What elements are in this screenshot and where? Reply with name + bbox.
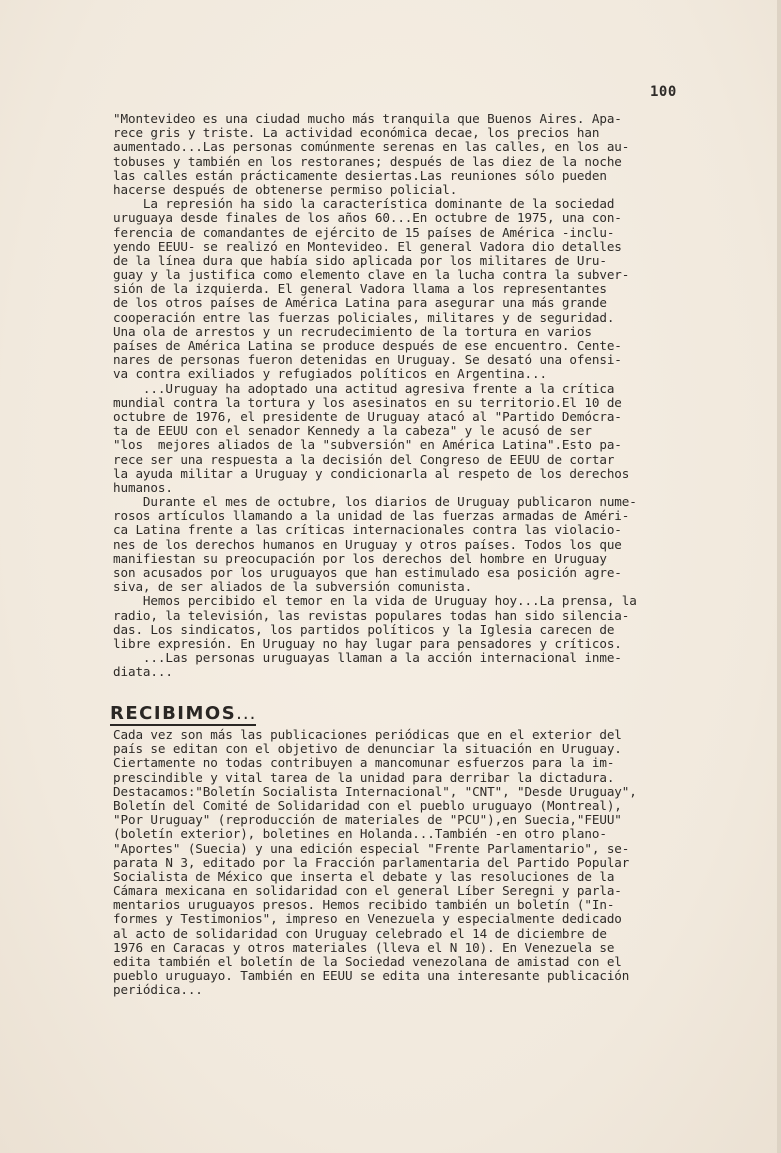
text-line: Cada vez son más las publicaciones periódicas que en el exterior del (113, 727, 622, 742)
text-line: ...Las personas uruguayas llaman a la acción internacional inme- (113, 650, 622, 666)
text-line: pueblo uruguayo. También en EEUU se edita una interesante publicación (113, 968, 630, 984)
text-line: siva, de ser aliados de la subversión comunista. (113, 579, 473, 595)
body-text (113, 112, 719, 680)
text-line: edita también el boletín de la Sociedad venezolana de amistad con el (113, 954, 622, 969)
text-line: parata N 3, editado por la Fracción parlamentaria del Partido Popular (113, 854, 630, 870)
text-line: países de América Latina se produce después de ese encuentro. Cente- (113, 338, 622, 353)
text-line: país se editan con el objetivo de denunciar la situación en Uruguay. (113, 741, 622, 757)
text-line: mentarios uruguayos presos. Hemos recibido también un boletín ("In- (113, 897, 615, 913)
text-line: radio, la televisión, las revistas populares todas han sido silencia- (113, 607, 630, 623)
text-line: al acto de solidaridad con Uruguay celebrado el 14 de diciembre de (113, 925, 607, 941)
text-line: ca Latina frente a las críticas internacionales contra las violacio- (113, 522, 622, 538)
text-line: Boletín del Comité de Solidaridad con el pueblo uruguayo (Montreal), (113, 797, 622, 813)
text-line: sión de la izquierda. El general Vadora llama a los representantes (113, 281, 607, 297)
text-line: rece ser una respuesta a la decisión del Congreso de EEUU de cortar (113, 451, 615, 467)
text-line: Hemos percibido el temor en la vida de Uruguay hoy...La prensa, la (113, 593, 637, 609)
text-line: uruguaya desde finales de los años 60...En octubre de 1975, una con- (113, 210, 622, 226)
text-line: Socialista de México que inserta el debate y las resoluciones de la (113, 868, 615, 884)
text-line: Ciertamente no todas contribuyen a mancomunar esfuerzos para la im- (113, 755, 615, 771)
text-line: 1976 en Caracas y otros materiales (lleva el N 10). En Venezuela se (113, 939, 615, 955)
text-line: das. Los sindicatos, los partidos políticos y la Iglesia carecen de (113, 621, 615, 637)
text-line: octubre de 1976, el presidente de Uruguay atacó al "Partido Demócra- (113, 408, 622, 424)
text-line: ferencia de comandantes de ejército de 15 países de América -inclu- (113, 224, 615, 240)
text-line: mundial contra la tortura y los asesinatos en su territorio.El 10 de (113, 394, 622, 410)
text-line: periódica... (113, 982, 203, 998)
text-line: aumentado...Las personas comúnmente serenas en las calles, en los au- (113, 139, 630, 155)
text-line: prescindible y vital tarea de la unidad para derribar la dictadura. (113, 769, 615, 785)
text-line: Una ola de arrestos y un recrudecimiento de la tortura en varios (113, 323, 592, 339)
text-line: nes de los derechos humanos en Uruguay y otros países. Todos los que (113, 536, 622, 552)
text-line: rece gris y triste. La actividad económica decae, los precios han (113, 125, 600, 141)
text-line: guay y la justifica como elemento clave en la lucha contra la subver- (113, 267, 630, 283)
text-line: hacerse después de obtenerse permiso policial. (113, 181, 458, 197)
text-line: la ayuda militar a Uruguay y condicionarla al respeto de los derechos (113, 465, 630, 481)
section-text (113, 728, 719, 998)
text-line: ...Uruguay ha adoptado una actitud agresiva frente a la crítica (113, 380, 615, 396)
text-line: Cámara mexicana en solidaridad con el general Líber Seregni y parla- (113, 883, 622, 899)
page-edge (777, 0, 781, 1153)
text-line: libre expresión. En Uruguay no hay lugar para pensadores y críticos. (113, 635, 622, 651)
page-number: 100 (650, 84, 677, 100)
section-heading (110, 704, 256, 726)
text-line: rosos artículos llamando a la unidad de las fuerzas armadas de Améri- (113, 508, 630, 524)
text-line: diata... (113, 664, 173, 680)
section-heading-title: RECIBIMOS (110, 703, 237, 724)
text-line: de la línea dura que había sido aplicada por los militares de Uru- (113, 252, 607, 268)
section-heading-ellipsis: ... (236, 703, 257, 724)
text-line: "los mejores aliados de la "subversión" en América Latina".Esto pa- (113, 437, 622, 453)
text-line: humanos. (113, 479, 173, 495)
text-line: "Montevideo es una ciudad mucho más tranquila que Buenos Aires. Apa- (113, 111, 622, 126)
text-line: "Por Uruguay" (reproducción de materiales de "PCU"),en Suecia,"FEUU" (113, 812, 622, 828)
text-line: "Aportes" (Suecia) y una edición especial "Frente Parlamentario", se- (113, 840, 630, 856)
text-line: las calles están prácticamente desiertas.Las reuniones sólo pueden (113, 167, 607, 183)
text-line: formes y Testimonios", impreso en Venezuela y especialmente dedicado (113, 911, 622, 927)
text-line: La represión ha sido la característica dominante de la sociedad (113, 196, 615, 212)
text-line: nares de personas fueron detenidas en Uruguay. Se desató una ofensi- (113, 352, 622, 368)
text-line: (boletín exterior), boletines en Holanda...También -en otro plano- (113, 826, 607, 842)
text-line: son acusados por los uruguayos que han estimulado esa posición agre- (113, 565, 622, 580)
text-line: manifiestan su preocupación por los derechos del hombre en Uruguay (113, 550, 607, 566)
text-line: yendo EEUU- se realizó en Montevideo. El general Vadora dio detalles (113, 238, 622, 254)
text-line: Destacamos:"Boletín Socialista Internacional", "CNT", "Desde Uruguay", (113, 783, 637, 799)
text-line: ta de EEUU con el senador Kennedy a la cabeza" y le acusó de ser (113, 423, 592, 439)
text-line: tobuses y también en los restoranes; después de las diez de la noche (113, 153, 622, 169)
text-line: de los otros países de América Latina para asegurar una más grande (113, 295, 607, 311)
text-line: Durante el mes de octubre, los diarios de Uruguay publicaron nume- (113, 494, 637, 510)
text-line: cooperación entre las fuerzas policiales, militares y de seguridad. (113, 309, 615, 325)
text-line: va contra exiliados y refugiados políticos en Argentina... (113, 366, 547, 382)
